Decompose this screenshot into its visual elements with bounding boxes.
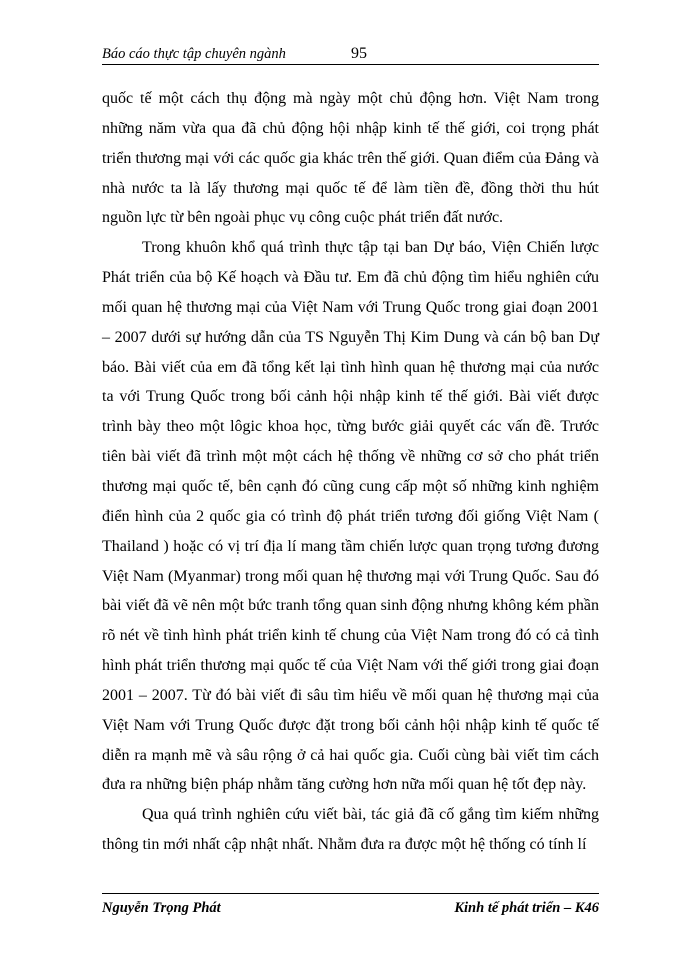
page-header [102, 44, 599, 65]
paragraph-continued: quốc tế một cách thụ động mà ngày một chủ động hơn. Việt Nam trong những năm vừa qua đã chủ động hội nhập kinh tế thế giới, coi trọng phát triển thương mại với các quốc gia khác trên thế giới. Quan điểm của Đảng và nhà nước ta là lấy thương mại quốc tế để làm tiền đề, đồng thời thu hút nguồn lực từ bên ngoài phục vụ công cuộc phát triển đất nước. [102, 90, 599, 227]
paragraph-research-process: Qua quá trình nghiên cứu viết bài, tác giả đã cố gắng tìm kiếm những thông tin mới nhất cập nhật nhất. Nhằm đưa ra được một hệ thống có tính lí [102, 806, 599, 854]
body-text [102, 84, 599, 860]
paragraph-internship-summary: Trong khuôn khổ quá trình thực tập tại ban Dự báo, Viện Chiến lược Phát triển của bộ Kế hoạch và Đầu tư. Em đã chủ động tìm hiểu nghiên cứu mối quan hệ thương mại của Việt Nam với Trung Quốc trong giai đoạn 2001 – 2007 dưới sự hướng dẫn của TS Nguyễn Thị Kim Dung và cán bộ ban Dự báo. Bài viết của em đã tổng kết lại tình hình quan hệ thương mại của nước ta với Trung Quốc trong bối cảnh hội nhập kinh tế thế giới. Bài viết được trình bày theo một lôgic khoa học, từng bước giải quyết các vấn đề. Trước tiên bài viết đã trình một một cách hệ thống về những cơ sở cho phát triển thương mại quốc tế, bên cạnh đó cũng cung cấp một số những kinh nghiệm điển hình của 2 quốc gia có trình độ phát triển tương đối giống Việt Nam ( Thailand ) hoặc có vị trí địa lí mang tầm chiến lược quan trọng tương đương Việt Nam (Myanmar) trong mối quan hệ thương mại với Trung Quốc. Sau đó bài viết đã vẽ nên một bức tranh tổng quan sinh động nhưng không kém phần rõ nét về tình hình phát triển kinh tế chung của Việt Nam trong đó có cả tình hình phát triển thương mại quốc tế của Việt Nam với thế giới trong giai đoạn 2001 – 2007. Từ đó bài viết đi sâu tìm hiểu về mối quan hệ thương mại của Việt Nam với Trung Quốc được đặt trong bối cảnh hội nhập kinh tế quốc tế diễn ra mạnh mẽ và sâu rộng ở cả hai quốc gia. Cuối cùng bài viết tìm cách đưa ra những biện pháp nhằm tăng cường hơn nữa mối quan hệ tốt đẹp này. [102, 239, 599, 794]
page-number: 95 [351, 45, 367, 62]
department-label: Kinh tế phát triển – K46 [454, 900, 599, 916]
report-title: Báo cáo thực tập chuyên ngành [102, 46, 286, 62]
page-footer [102, 893, 599, 916]
author-name: Nguyễn Trọng Phát [102, 900, 221, 916]
